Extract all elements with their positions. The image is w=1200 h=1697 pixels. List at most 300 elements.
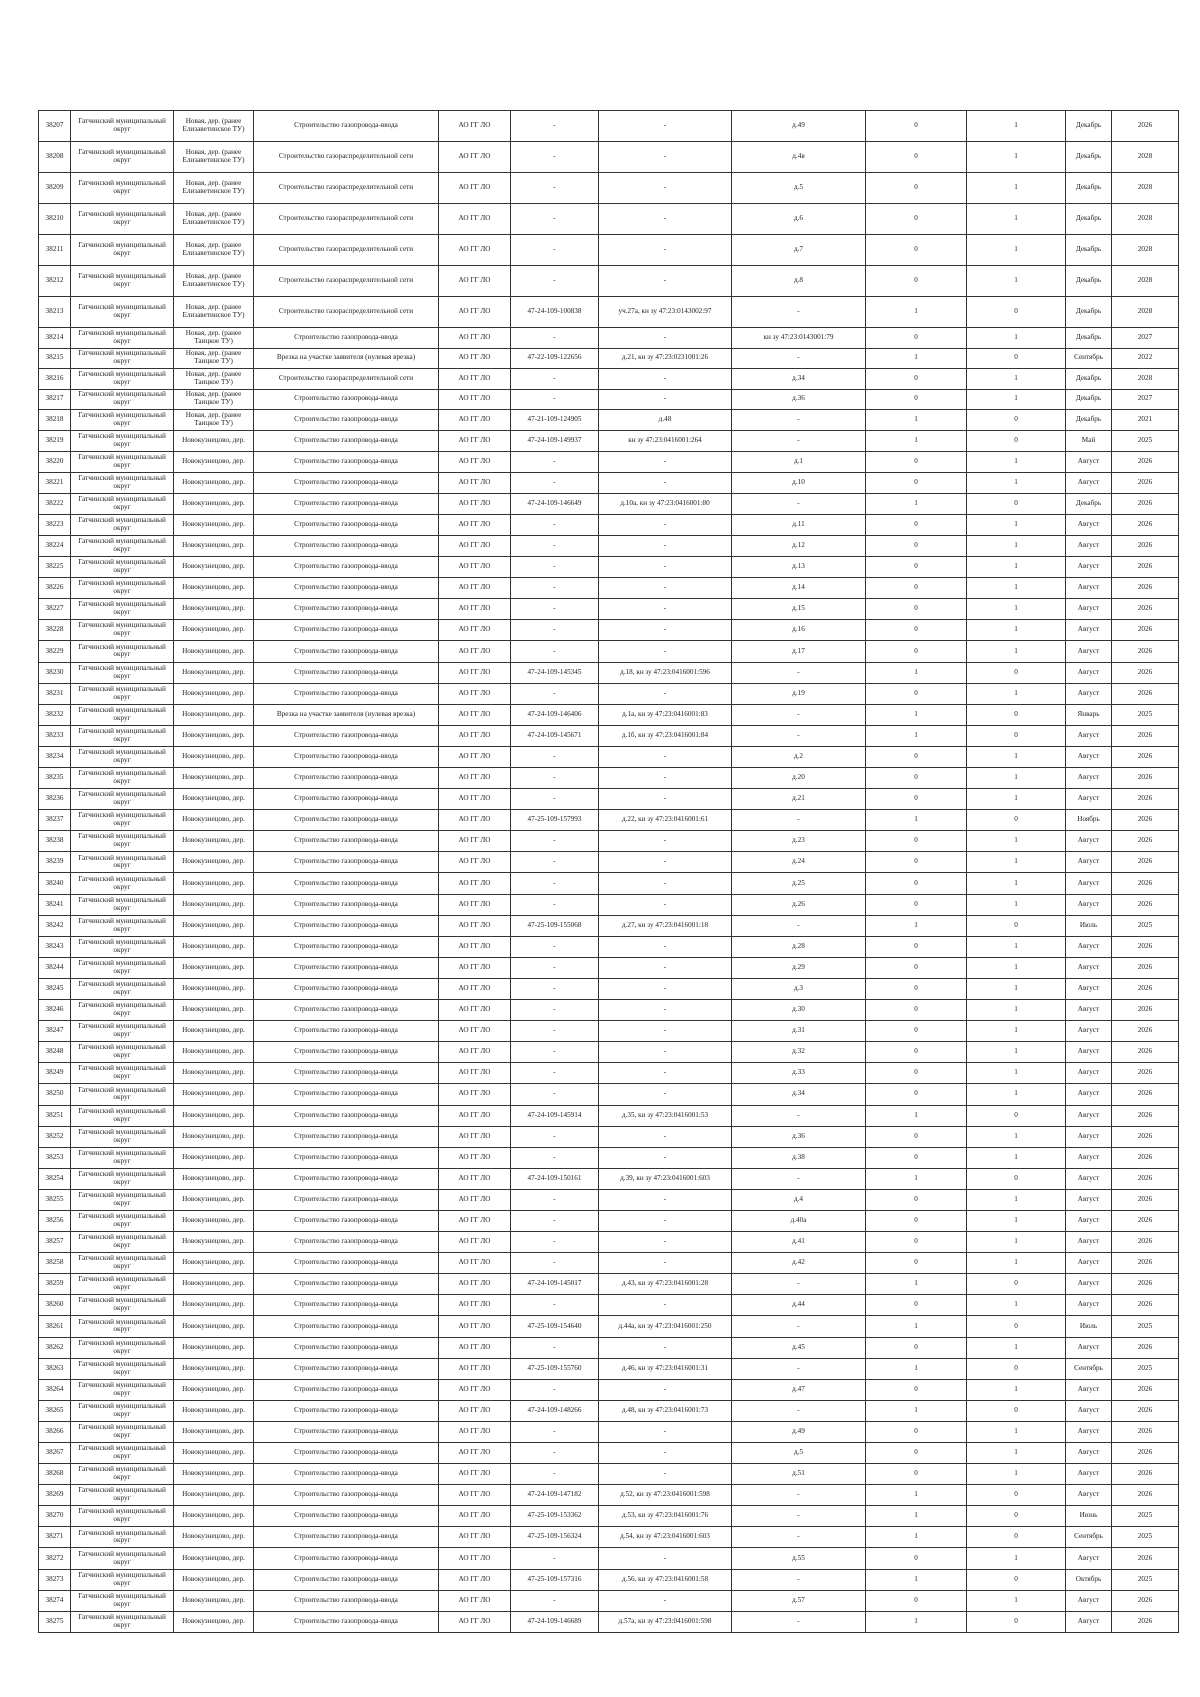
application-number-cell: - [511,1063,599,1084]
address-cadastral-cell: д.48, кн зу 47:23:0416001:73 [599,1400,732,1421]
work-type-cell: Строительство газопровода-ввода [254,1527,439,1548]
table-row [39,1253,1179,1274]
house-number-cell: - [732,662,866,683]
flag-contracted-cell: 1 [866,410,967,431]
municipal-district-cell: Гатчинский муниципальный округ [71,810,174,831]
work-type-cell: Строительство газопровода-ввода [254,1210,439,1231]
year-cell: 2026 [1112,1337,1179,1358]
record-number-cell: 38256 [39,1210,71,1231]
house-number-cell: д.33 [732,1063,866,1084]
application-number-cell: 47-25-109-157316 [511,1569,599,1590]
address-cadastral-cell: - [599,173,732,204]
year-cell: 2026 [1112,683,1179,704]
flag-contracted-cell: 0 [866,514,967,535]
flag-planned-cell: 1 [967,1464,1066,1485]
settlement-cell: Новокузнецово, дер. [174,1126,254,1147]
flag-planned-cell: 1 [967,389,1066,410]
table-row [39,1464,1179,1485]
flag-contracted-cell: 0 [866,894,967,915]
settlement-cell: Новокузнецово, дер. [174,1569,254,1590]
house-number-cell: д.42 [732,1253,866,1274]
record-number-cell: 38232 [39,704,71,725]
flag-contracted-cell: 0 [866,1210,967,1231]
application-number-cell: - [511,142,599,173]
organization-cell: АО ГГ ЛО [439,789,511,810]
organization-cell: АО ГГ ЛО [439,1464,511,1485]
year-cell: 2025 [1112,1358,1179,1379]
month-cell: Август [1066,1379,1112,1400]
year-cell: 2026 [1112,957,1179,978]
application-number-cell: 47-24-109-100838 [511,297,599,328]
work-type-cell: Строительство газораспределительной сети [254,204,439,235]
settlement-cell: Новокузнецово, дер. [174,1232,254,1253]
year-cell: 2026 [1112,1189,1179,1210]
table-row [39,1590,1179,1611]
record-number-cell: 38238 [39,831,71,852]
table-row [39,578,1179,599]
table-row [39,1000,1179,1021]
record-number-cell: 38275 [39,1611,71,1632]
record-number-cell: 38264 [39,1379,71,1400]
address-cadastral-cell: д.46, кн зу 47:23:0416001:31 [599,1358,732,1379]
month-cell: Август [1066,472,1112,493]
record-number-cell: 38217 [39,389,71,410]
application-number-cell: 47-24-109-145914 [511,1105,599,1126]
organization-cell: АО ГГ ЛО [439,1232,511,1253]
house-number-cell: д.5 [732,1443,866,1464]
flag-contracted-cell: 0 [866,235,967,266]
work-type-cell: Строительство газопровода-ввода [254,1000,439,1021]
month-cell: Август [1066,1548,1112,1569]
settlement-cell: Новокузнецово, дер. [174,957,254,978]
address-cadastral-cell: - [599,746,732,767]
municipal-district-cell: Гатчинский муниципальный округ [71,978,174,999]
settlement-cell: Новокузнецово, дер. [174,873,254,894]
house-number-cell: - [732,915,866,936]
organization-cell: АО ГГ ЛО [439,1295,511,1316]
flag-contracted-cell: 0 [866,1126,967,1147]
settlement-cell: Новокузнецово, дер. [174,472,254,493]
application-number-cell: 47-25-109-153362 [511,1506,599,1527]
flag-contracted-cell: 0 [866,1189,967,1210]
flag-contracted-cell: 0 [866,1379,967,1400]
record-number-cell: 38255 [39,1189,71,1210]
table-row [39,1358,1179,1379]
record-number-cell: 38274 [39,1590,71,1611]
settlement-cell: Новокузнецово, дер. [174,1253,254,1274]
house-number-cell: - [732,297,866,328]
house-number-cell: д.32 [732,1042,866,1063]
settlement-cell: Новокузнецово, дер. [174,1590,254,1611]
flag-contracted-cell: 1 [866,1358,967,1379]
organization-cell: АО ГГ ЛО [439,1569,511,1590]
municipal-district-cell: Гатчинский муниципальный округ [71,514,174,535]
municipal-district-cell: Гатчинский муниципальный округ [71,1611,174,1632]
flag-planned-cell: 1 [967,204,1066,235]
table-row [39,704,1179,725]
flag-contracted-cell: 0 [866,578,967,599]
organization-cell: АО ГГ ЛО [439,1527,511,1548]
table-row [39,852,1179,873]
work-type-cell: Строительство газопровода-ввода [254,472,439,493]
settlement-cell: Новокузнецово, дер. [174,704,254,725]
record-number-cell: 38268 [39,1464,71,1485]
table-row [39,683,1179,704]
flag-planned-cell: 1 [967,451,1066,472]
flag-planned-cell: 1 [967,978,1066,999]
year-cell: 2026 [1112,1421,1179,1442]
flag-planned-cell: 1 [967,1021,1066,1042]
record-number-cell: 38247 [39,1021,71,1042]
application-number-cell: 47-24-109-148266 [511,1400,599,1421]
year-cell: 2026 [1112,451,1179,472]
organization-cell: АО ГГ ЛО [439,369,511,390]
municipal-district-cell: Гатчинский муниципальный округ [71,1464,174,1485]
municipal-district-cell: Гатчинский муниципальный округ [71,936,174,957]
settlement-cell: Новокузнецово, дер. [174,1147,254,1168]
record-number-cell: 38269 [39,1485,71,1506]
year-cell: 2026 [1112,894,1179,915]
flag-contracted-cell: 0 [866,1021,967,1042]
municipal-district-cell: Гатчинский муниципальный округ [71,873,174,894]
address-cadastral-cell: - [599,389,732,410]
work-type-cell: Строительство газопровода-ввода [254,1611,439,1632]
month-cell: Август [1066,557,1112,578]
year-cell: 2026 [1112,789,1179,810]
settlement-cell: Новокузнецово, дер. [174,1105,254,1126]
month-cell: Август [1066,1485,1112,1506]
house-number-cell: - [732,1400,866,1421]
organization-cell: АО ГГ ЛО [439,1337,511,1358]
settlement-cell: Новокузнецово, дер. [174,1042,254,1063]
record-number-cell: 38231 [39,683,71,704]
flag-contracted-cell: 1 [866,725,967,746]
record-number-cell: 38249 [39,1063,71,1084]
table-row [39,978,1179,999]
application-number-cell: - [511,111,599,142]
flag-contracted-cell: 0 [866,173,967,204]
year-cell: 2026 [1112,1084,1179,1105]
table-row [39,1126,1179,1147]
application-number-cell: - [511,1464,599,1485]
table-row [39,957,1179,978]
municipal-district-cell: Гатчинский муниципальный округ [71,557,174,578]
flag-contracted-cell: 0 [866,936,967,957]
settlement-cell: Новокузнецово, дер. [174,430,254,451]
municipal-district-cell: Гатчинский муниципальный округ [71,1021,174,1042]
record-number-cell: 38237 [39,810,71,831]
month-cell: Август [1066,1042,1112,1063]
record-number-cell: 38252 [39,1126,71,1147]
month-cell: Сентябрь [1066,1527,1112,1548]
address-cadastral-cell: - [599,1042,732,1063]
house-number-cell: д.4 [732,1189,866,1210]
year-cell: 2026 [1112,493,1179,514]
year-cell: 2025 [1112,704,1179,725]
record-number-cell: 38220 [39,451,71,472]
address-cadastral-cell: д.52, кн зу 47:23:0416001:598 [599,1485,732,1506]
flag-contracted-cell: 0 [866,1443,967,1464]
year-cell: 2028 [1112,235,1179,266]
address-cadastral-cell: - [599,1000,732,1021]
table-row [39,873,1179,894]
organization-cell: АО ГГ ЛО [439,348,511,369]
work-type-cell: Строительство газораспределительной сети [254,297,439,328]
settlement-cell: Новокузнецово, дер. [174,725,254,746]
municipal-district-cell: Гатчинский муниципальный округ [71,704,174,725]
application-number-cell: - [511,369,599,390]
application-number-cell: 47-25-109-155068 [511,915,599,936]
municipal-district-cell: Гатчинский муниципальный округ [71,111,174,142]
settlement-cell: Новая, дер. (ранее Таицкое ТУ) [174,369,254,390]
year-cell: 2026 [1112,1400,1179,1421]
month-cell: Декабрь [1066,369,1112,390]
record-number-cell: 38230 [39,662,71,683]
organization-cell: АО ГГ ЛО [439,1126,511,1147]
settlement-cell: Новокузнецово, дер. [174,852,254,873]
house-number-cell: - [732,1485,866,1506]
flag-contracted-cell: 0 [866,620,967,641]
flag-planned-cell: 1 [967,873,1066,894]
year-cell: 2026 [1112,1210,1179,1231]
work-type-cell: Строительство газопровода-ввода [254,1168,439,1189]
record-number-cell: 38251 [39,1105,71,1126]
flag-planned-cell: 1 [967,535,1066,556]
application-number-cell: - [511,1443,599,1464]
table-row [39,173,1179,204]
year-cell: 2026 [1112,1548,1179,1569]
work-type-cell: Строительство газораспределительной сети [254,266,439,297]
month-cell: Август [1066,1464,1112,1485]
flag-contracted-cell: 1 [866,1506,967,1527]
address-cadastral-cell: - [599,1464,732,1485]
year-cell: 2026 [1112,535,1179,556]
organization-cell: АО ГГ ЛО [439,1611,511,1632]
house-number-cell: д.41 [732,1232,866,1253]
table-row [39,1063,1179,1084]
month-cell: Август [1066,535,1112,556]
month-cell: Август [1066,789,1112,810]
flag-planned-cell: 1 [967,620,1066,641]
organization-cell: АО ГГ ЛО [439,1274,511,1295]
organization-cell: АО ГГ ЛО [439,1443,511,1464]
flag-contracted-cell: 0 [866,1042,967,1063]
work-type-cell: Строительство газопровода-ввода [254,1042,439,1063]
house-number-cell: д.40а [732,1210,866,1231]
settlement-cell: Новокузнецово, дер. [174,1021,254,1042]
application-number-cell: - [511,620,599,641]
flag-planned-cell: 1 [967,1379,1066,1400]
work-type-cell: Строительство газопровода-ввода [254,430,439,451]
organization-cell: АО ГГ ЛО [439,1147,511,1168]
month-cell: Июль [1066,915,1112,936]
address-cadastral-cell: - [599,789,732,810]
organization-cell: АО ГГ ЛО [439,1168,511,1189]
application-number-cell: 47-25-109-154640 [511,1316,599,1337]
organization-cell: АО ГГ ЛО [439,535,511,556]
record-number-cell: 38258 [39,1253,71,1274]
flag-contracted-cell: 0 [866,1421,967,1442]
record-number-cell: 38213 [39,297,71,328]
municipal-district-cell: Гатчинский муниципальный округ [71,535,174,556]
municipal-district-cell: Гатчинский муниципальный округ [71,173,174,204]
flag-contracted-cell: 0 [866,1000,967,1021]
table-body [39,111,1179,1633]
settlement-cell: Новокузнецово, дер. [174,1611,254,1632]
year-cell: 2026 [1112,1232,1179,1253]
settlement-cell: Новокузнецово, дер. [174,1358,254,1379]
record-number-cell: 38239 [39,852,71,873]
house-number-cell: - [732,1527,866,1548]
flag-contracted-cell: 1 [866,1485,967,1506]
house-number-cell: д.1 [732,451,866,472]
address-cadastral-cell: - [599,1063,732,1084]
organization-cell: АО ГГ ЛО [439,578,511,599]
organization-cell: АО ГГ ЛО [439,978,511,999]
month-cell: Август [1066,1063,1112,1084]
application-number-cell: 47-24-109-145017 [511,1274,599,1295]
application-number-cell: - [511,557,599,578]
organization-cell: АО ГГ ЛО [439,493,511,514]
organization-cell: АО ГГ ЛО [439,1105,511,1126]
work-type-cell: Строительство газопровода-ввода [254,493,439,514]
address-cadastral-cell: - [599,936,732,957]
flag-contracted-cell: 0 [866,451,967,472]
application-number-cell: 47-24-109-150161 [511,1168,599,1189]
table-row [39,1548,1179,1569]
year-cell: 2026 [1112,1021,1179,1042]
address-cadastral-cell: - [599,894,732,915]
address-cadastral-cell: - [599,111,732,142]
flag-planned-cell: 0 [967,810,1066,831]
flag-planned-cell: 1 [967,1210,1066,1231]
flag-contracted-cell: 0 [866,1464,967,1485]
municipal-district-cell: Гатчинский муниципальный округ [71,1527,174,1548]
municipal-district-cell: Гатчинский муниципальный округ [71,1210,174,1231]
flag-planned-cell: 0 [967,1358,1066,1379]
flag-contracted-cell: 1 [866,348,967,369]
municipal-district-cell: Гатчинский муниципальный округ [71,1590,174,1611]
address-cadastral-cell: - [599,1379,732,1400]
work-type-cell: Строительство газопровода-ввода [254,410,439,431]
work-type-cell: Строительство газопровода-ввода [254,1590,439,1611]
year-cell: 2028 [1112,266,1179,297]
house-number-cell: д.24 [732,852,866,873]
settlement-cell: Новокузнецово, дер. [174,1464,254,1485]
organization-cell: АО ГГ ЛО [439,1210,511,1231]
settlement-cell: Новокузнецово, дер. [174,789,254,810]
month-cell: Август [1066,852,1112,873]
record-number-cell: 38244 [39,957,71,978]
work-type-cell: Строительство газопровода-ввода [254,1147,439,1168]
flag-contracted-cell: 0 [866,831,967,852]
municipal-district-cell: Гатчинский муниципальный округ [71,1485,174,1506]
house-number-cell: д.15 [732,599,866,620]
application-number-cell: - [511,1421,599,1442]
address-cadastral-cell: д.53, кн зу 47:23:0416001:76 [599,1506,732,1527]
flag-planned-cell: 1 [967,1253,1066,1274]
application-number-cell: - [511,1379,599,1400]
record-number-cell: 38227 [39,599,71,620]
year-cell: 2026 [1112,746,1179,767]
house-number-cell: д.49 [732,1421,866,1442]
application-number-cell: - [511,746,599,767]
table-row [39,1611,1179,1632]
year-cell: 2026 [1112,936,1179,957]
flag-contracted-cell: 0 [866,1232,967,1253]
municipal-district-cell: Гатчинский муниципальный округ [71,957,174,978]
house-number-cell: д.51 [732,1464,866,1485]
address-cadastral-cell: - [599,1443,732,1464]
table-row [39,557,1179,578]
year-cell: 2021 [1112,410,1179,431]
work-type-cell: Врезка на участке заявителя (нулевая врезка) [254,348,439,369]
application-number-cell: - [511,831,599,852]
flag-contracted-cell: 0 [866,535,967,556]
settlement-cell: Новокузнецово, дер. [174,662,254,683]
settlement-cell: Новая, дер. (ранее Елизаветинское ТУ) [174,204,254,235]
settlement-cell: Новая, дер. (ранее Таицкое ТУ) [174,410,254,431]
flag-contracted-cell: 1 [866,662,967,683]
month-cell: Август [1066,1210,1112,1231]
table-row [39,514,1179,535]
municipal-district-cell: Гатчинский муниципальный округ [71,1358,174,1379]
house-number-cell: д.30 [732,1000,866,1021]
flag-planned-cell: 1 [967,852,1066,873]
municipal-district-cell: Гатчинский муниципальный округ [71,1147,174,1168]
work-type-cell: Строительство газопровода-ввода [254,111,439,142]
flag-contracted-cell: 1 [866,1105,967,1126]
year-cell: 2027 [1112,328,1179,349]
application-number-cell: - [511,535,599,556]
flag-planned-cell: 0 [967,493,1066,514]
table-row [39,620,1179,641]
organization-cell: АО ГГ ЛО [439,1421,511,1442]
application-number-cell: 47-24-109-146689 [511,1611,599,1632]
municipal-district-cell: Гатчинский муниципальный округ [71,472,174,493]
year-cell: 2028 [1112,204,1179,235]
work-type-cell: Строительство газопровода-ввода [254,557,439,578]
house-number-cell: д.28 [732,936,866,957]
municipal-district-cell: Гатчинский муниципальный округ [71,1168,174,1189]
flag-contracted-cell: 0 [866,1084,967,1105]
house-number-cell: д.29 [732,957,866,978]
year-cell: 2026 [1112,978,1179,999]
flag-planned-cell: 1 [967,957,1066,978]
municipal-district-cell: Гатчинский муниципальный округ [71,1548,174,1569]
address-cadastral-cell: - [599,1084,732,1105]
application-number-cell: - [511,683,599,704]
month-cell: Декабрь [1066,389,1112,410]
table-row [39,1189,1179,1210]
work-type-cell: Строительство газопровода-ввода [254,789,439,810]
flag-planned-cell: 1 [967,111,1066,142]
house-number-cell: д.12 [732,535,866,556]
month-cell: Декабрь [1066,204,1112,235]
work-type-cell: Строительство газопровода-ввода [254,451,439,472]
gasification-table [38,110,1179,1633]
municipal-district-cell: Гатчинский муниципальный округ [71,348,174,369]
work-type-cell: Строительство газопровода-ввода [254,328,439,349]
municipal-district-cell: Гатчинский муниципальный округ [71,852,174,873]
table-row [39,235,1179,266]
address-cadastral-cell: - [599,514,732,535]
month-cell: Август [1066,1337,1112,1358]
municipal-district-cell: Гатчинский муниципальный округ [71,430,174,451]
table-row [39,810,1179,831]
year-cell: 2028 [1112,369,1179,390]
record-number-cell: 38214 [39,328,71,349]
